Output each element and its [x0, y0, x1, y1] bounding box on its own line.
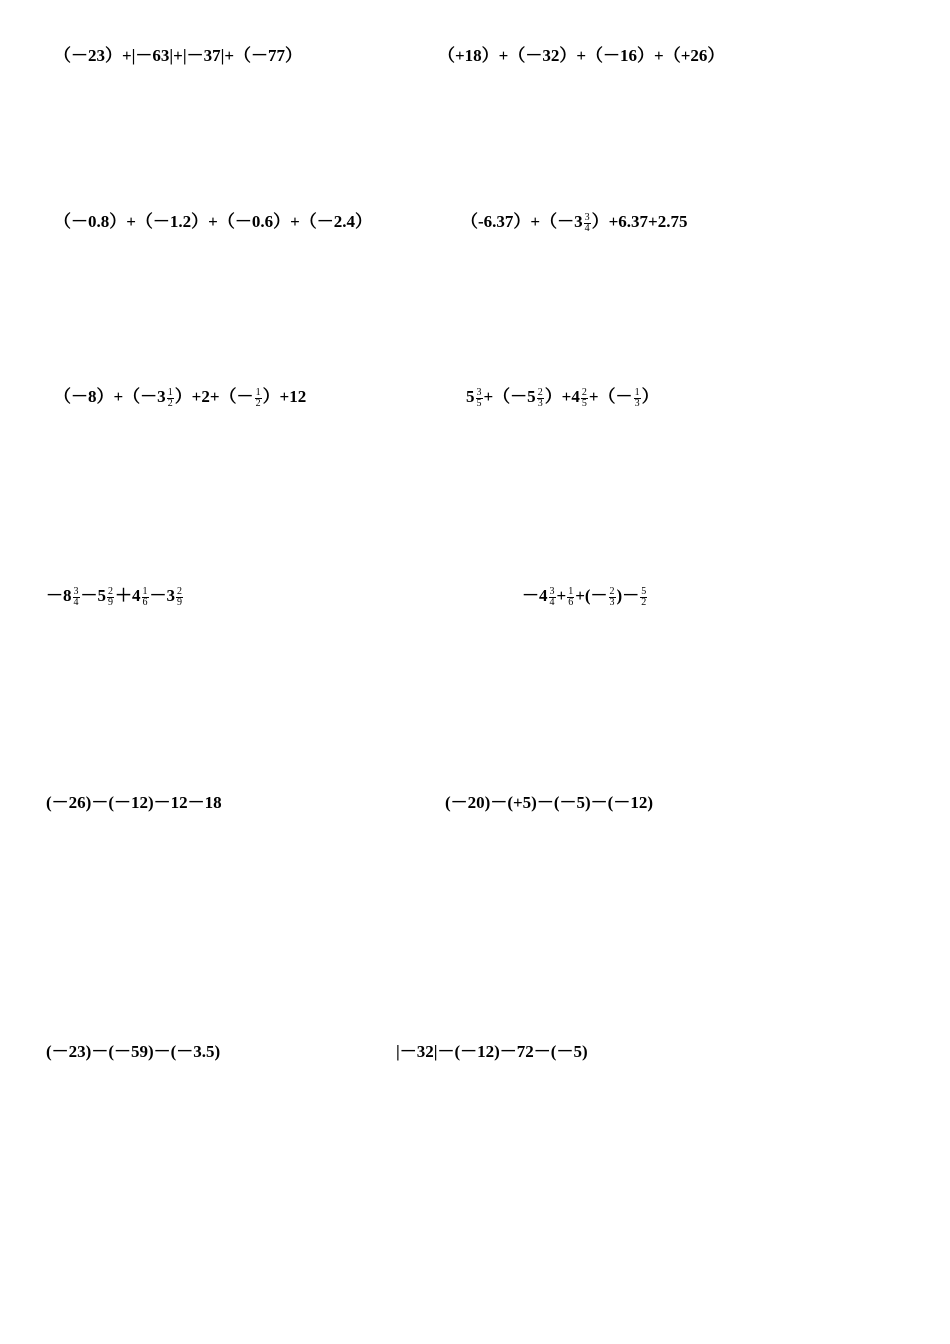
fraction [581, 388, 588, 409]
fraction-denominator: 6 [568, 596, 574, 608]
fraction-denominator: 4 [549, 596, 555, 608]
expression-text: 5 [466, 387, 475, 406]
problem-6 [466, 386, 659, 409]
expression-text: （－8）+（－3 [54, 387, 166, 406]
fraction [142, 587, 149, 608]
fraction-denominator: 5 [476, 397, 482, 409]
problem-4 [461, 211, 687, 234]
expression-text: ）+4 [544, 387, 580, 406]
problem-10 [445, 792, 653, 814]
fraction-denominator: 3 [609, 596, 615, 608]
fraction [584, 213, 591, 234]
fraction [537, 388, 544, 409]
expression-text: －4 [522, 586, 548, 605]
fraction-numerator: 2 [609, 585, 615, 597]
fraction-numerator: 5 [641, 585, 647, 597]
fraction-numerator: 1 [634, 386, 640, 398]
fraction-denominator: 5 [581, 397, 587, 409]
fraction [255, 388, 262, 409]
fraction-numerator: 2 [581, 386, 587, 398]
expression-text: ＋4 [115, 586, 141, 605]
problem-7 [46, 585, 184, 608]
expression-text: （－0.8）+（－1.2）+（－0.6）+（－2.4） [54, 212, 373, 231]
fraction-numerator: 3 [476, 386, 482, 398]
fraction [634, 388, 641, 409]
fraction-denominator: 3 [537, 397, 543, 409]
fraction-denominator: 2 [641, 596, 647, 608]
fraction-denominator: 3 [634, 397, 640, 409]
problem-11 [46, 1041, 220, 1063]
expression-text: ） [641, 387, 659, 406]
fraction-denominator: 9 [108, 596, 113, 608]
fraction [549, 587, 556, 608]
problem-5 [54, 386, 306, 409]
fraction-numerator: 2 [108, 585, 113, 597]
fraction-numerator: 1 [142, 585, 148, 597]
expression-text: (－20)－(+5)－(－5)－(－12) [445, 793, 653, 812]
fraction-numerator: 1 [167, 386, 173, 398]
problem-8 [522, 585, 648, 608]
problem-3 [54, 211, 372, 233]
expression-text: +（－ [588, 387, 633, 406]
fraction-denominator: 4 [73, 596, 79, 608]
fraction-denominator: 6 [142, 596, 148, 608]
expression-text: （+18）+（－32）+（－16）+（+26） [438, 46, 725, 65]
expression-text: (－26)－(－12)－12－18 [46, 793, 222, 812]
fraction [176, 587, 183, 608]
fraction-numerator: 3 [549, 585, 555, 597]
expression-text: －8 [46, 586, 72, 605]
problem-9 [46, 792, 222, 814]
expression-text: )－ [616, 586, 640, 605]
fraction-numerator: 2 [537, 386, 543, 398]
expression-text: ）+6.37+2.75 [591, 212, 688, 231]
expression-text: +（－5 [483, 387, 536, 406]
expression-text: |－32|－(－12)－72－(－5) [396, 1042, 588, 1061]
fraction [567, 587, 574, 608]
expression-text: ）+12 [262, 387, 307, 406]
fraction-numerator: 1 [255, 386, 261, 398]
expression-text: (－23)－(－59)－(－3.5) [46, 1042, 221, 1061]
fraction-denominator: 9 [177, 596, 182, 608]
problem-1 [54, 45, 302, 67]
fraction-numerator: 3 [73, 585, 79, 597]
fraction [476, 388, 483, 409]
expression-text: （－23）+|－63|+|－37|+（－77） [54, 46, 303, 65]
problem-12 [396, 1041, 588, 1063]
expression-text: （-6.37）+（－3 [461, 212, 583, 231]
expression-text: －3 [149, 586, 175, 605]
fraction-numerator: 3 [584, 211, 590, 223]
fraction-denominator: 2 [167, 397, 173, 409]
fraction-denominator: 2 [255, 397, 261, 409]
fraction-denominator: 4 [584, 222, 590, 234]
expression-text: +(－ [575, 586, 608, 605]
fraction [640, 587, 647, 608]
fraction [73, 587, 80, 608]
problem-2 [438, 45, 724, 67]
expression-text: + [556, 586, 567, 605]
expression-text: ）+2+（－ [174, 387, 254, 406]
fraction-numerator: 2 [177, 585, 182, 597]
fraction [167, 388, 174, 409]
fraction-numerator: 1 [568, 585, 574, 597]
expression-text: －5 [80, 586, 106, 605]
fraction [107, 587, 114, 608]
fraction [609, 587, 616, 608]
